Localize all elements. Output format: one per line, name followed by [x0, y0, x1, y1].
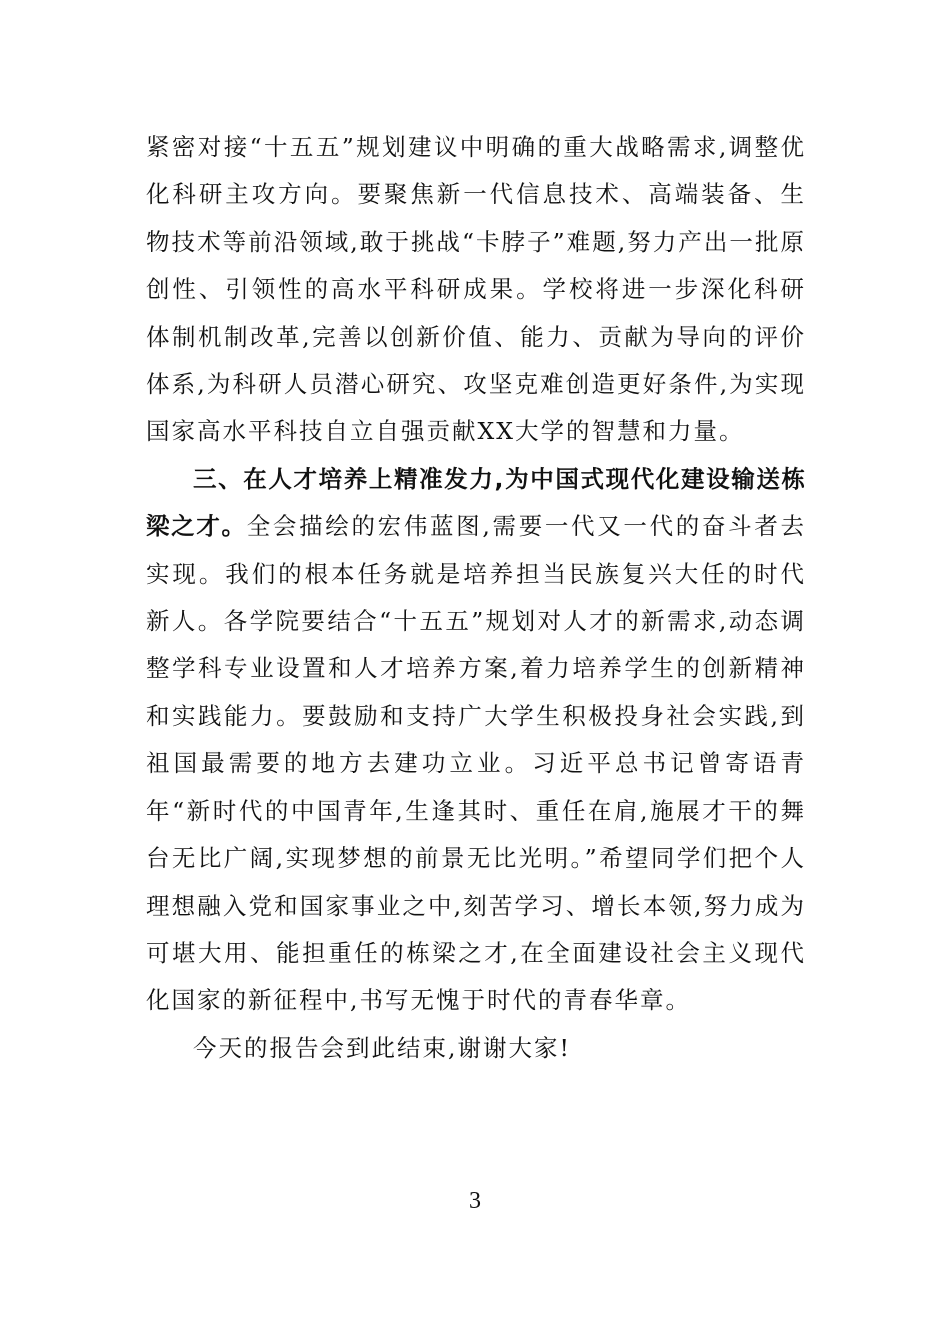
- section-heading-talent: 三、在人才培养上精准发力,为中国式现代化建设输送栋梁之才。: [146, 464, 806, 541]
- paragraph-research-continuation: [146, 124, 806, 456]
- paragraph-text: 全会描绘的宏伟蓝图,需要一代又一代的奋斗者去实现。我们的根本任务就是培养担当民族复兴大任的时代新人。各学院要结合“十五五”规划对人才的新需求,动态调整学科专业设置和人才培养方案,着力培养学生的创新精神和实践能力。要鼓励和支持广大学生积极投身社会实践,到祖国最需要的地方去建功立业。习近平总书记曾寄语青年“新时代的中国青年,生逢其时、重任在肩,施展才干的舞台无比广阔,实现梦想的前景无比光明。”希望同学们把个人理想融入党和国家事业之中,刻苦学习、增长本领,努力成为可堪大用、能担重任的栋梁之才,在全面建设社会主义现代化国家的新征程中,书写无愧于时代的青春华章。: [146, 512, 806, 1015]
- paragraph-talent-training: [146, 456, 806, 1025]
- document-body: [146, 124, 806, 1072]
- paragraph-closing: [146, 1025, 806, 1072]
- paragraph-text: 今天的报告会到此结束,谢谢大家!: [193, 1033, 571, 1062]
- page-number: 3: [469, 1188, 481, 1214]
- paragraph-text: 紧密对接“十五五”规划建议中明确的重大战略需求,调整优化科研主攻方向。要聚焦新一代信息技术、高端装备、生物技术等前沿领域,敢于挑战“卡脖子”难题,努力产出一批原创性、引领性的高水平科研成果。学校将进一步深化科研体制机制改革,完善以创新价值、能力、贡献为导向的评价体系,为科研人员潜心研究、攻坚克难创造更好条件,为实现国家高水平科技自立自强贡献XX大学的智慧和力量。: [146, 133, 806, 446]
